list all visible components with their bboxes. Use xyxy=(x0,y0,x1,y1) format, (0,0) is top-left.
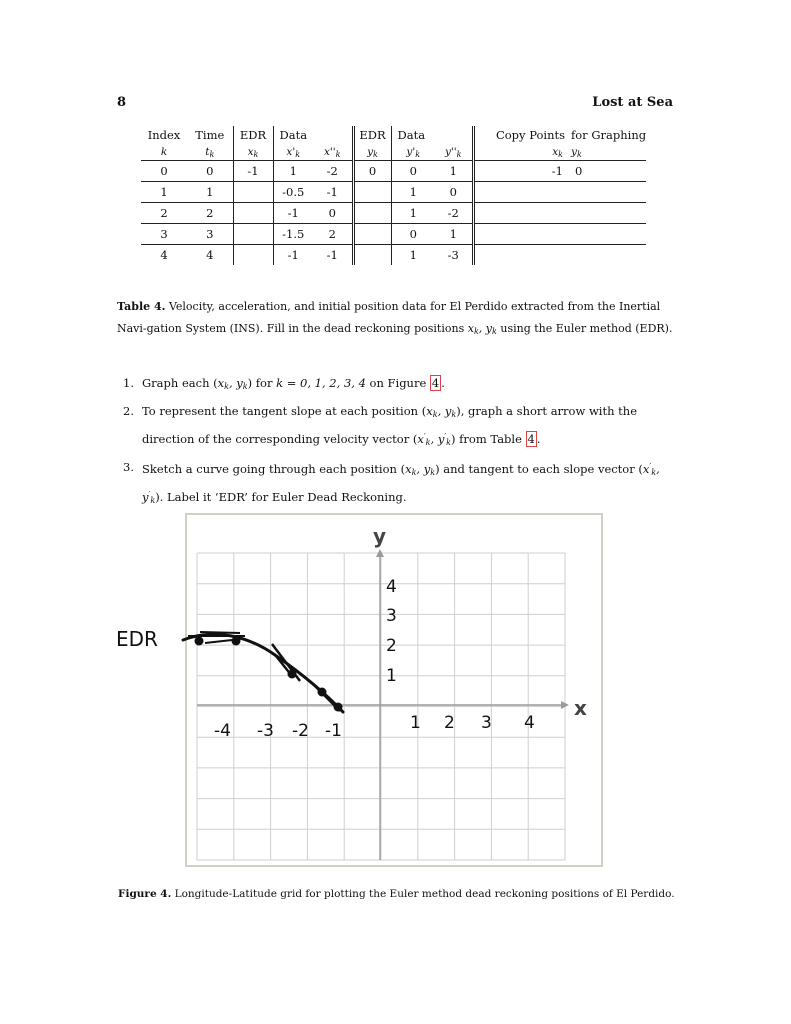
group-header-time: Time xyxy=(195,128,225,142)
cell-x-double-prime: 2 xyxy=(313,224,353,245)
cell-k: 4 xyxy=(160,248,168,262)
group-header-edr-x: EDR xyxy=(233,126,273,144)
edr-curve xyxy=(183,634,343,712)
group-header-data-y: Data xyxy=(391,126,473,144)
col-header-y-double-prime: $y''_k$ xyxy=(435,144,473,161)
cell-t: 2 xyxy=(187,203,233,224)
cell-y-prime: 1 xyxy=(391,182,435,203)
y-tick-label: 1 xyxy=(386,666,397,686)
edr-point xyxy=(195,637,204,646)
cell-t: 3 xyxy=(187,224,233,245)
x-tick-label: -1 xyxy=(325,721,342,741)
list-item: 1. Graph each ($x_k$, $y_k$) for k = 0, 1, 2, 3, 4 on Figure 4 . xyxy=(123,376,445,391)
figure-caption-text: Longitude-Latitude grid for plotting the Euler method dead reckoning positions of El Perdido. xyxy=(174,888,675,900)
figure-reference-link[interactable]: 4 xyxy=(431,376,440,390)
cell-x-prime: -1 xyxy=(273,245,313,266)
grid-lines xyxy=(197,553,602,860)
x-tick-label: 1 xyxy=(410,713,421,733)
list-item: 3. Sketch a curve going through each position ($x_k$, $y_k$) and tangent to each slope vector ($x'_k$, $y'_k$). Label it ‘EDR’ for Euler Dead Reckoning. xyxy=(123,460,660,505)
cell-y-double-prime: 0 xyxy=(435,182,473,203)
x-tick-label: -3 xyxy=(257,721,274,741)
cell-y-prime: 1 xyxy=(391,245,435,266)
cell-t: 1 xyxy=(187,182,233,203)
edr-point xyxy=(334,703,343,712)
col-header-x: $x_k$ xyxy=(233,144,273,161)
edr-point xyxy=(288,670,297,679)
table-reference-link[interactable]: 4 xyxy=(527,432,535,446)
col-header-y-prime: $y'_k$ xyxy=(391,144,435,161)
col-header-copy-y: $y_k$ xyxy=(571,144,646,161)
cell-k: 3 xyxy=(141,224,187,245)
group-header-for-graphing: for Graphing xyxy=(571,128,647,142)
col-header-x-prime: $x'_k$ xyxy=(273,144,313,161)
cell-y-double-prime: 1 xyxy=(435,161,473,182)
running-title: Lost at Sea xyxy=(592,95,673,110)
cell-x: -1 xyxy=(233,161,273,182)
cell-copy-x: -1 xyxy=(473,161,571,182)
cell-y-prime: 0 xyxy=(391,224,435,245)
page-number: 8 xyxy=(117,95,127,110)
col-header-t: $t_k$ xyxy=(187,144,233,161)
list-item: 2. To represent the tangent slope at each position ($x_k$, $y_k$), graph a short arrow with the direction of the corresponding velocity vector ($x'_k$, $y'_k$) from Table 4 . xyxy=(123,404,637,447)
y-tick-label: 2 xyxy=(386,636,397,656)
cell-copy-y: 0 xyxy=(571,161,646,182)
cell-y-double-prime: 1 xyxy=(435,224,473,245)
edr-point xyxy=(232,637,241,646)
cell-x-double-prime: -1 xyxy=(313,182,353,203)
cell-x-prime: 1 xyxy=(273,161,313,182)
col-header-x-double-prime: $x''_k$ xyxy=(313,144,353,161)
cell-x-prime: -0.5 xyxy=(273,182,313,203)
cell-x-prime: -1.5 xyxy=(273,224,313,245)
cell-k: 0 xyxy=(141,161,187,182)
cell-y-double-prime: -3 xyxy=(447,248,459,262)
cell-x-prime: -1 xyxy=(273,203,313,224)
x-tick-label: 4 xyxy=(524,713,535,733)
col-header-copy-x: $x_k$ xyxy=(473,144,571,161)
cell-y: 0 xyxy=(353,161,391,182)
figure-caption xyxy=(118,888,678,900)
x-tick-label: 3 xyxy=(481,713,492,733)
cell-x-double-prime: 0 xyxy=(313,203,353,224)
cell-k: 1 xyxy=(141,182,187,203)
x-tick-label: 2 xyxy=(444,713,455,733)
col-header-k: k xyxy=(141,144,187,161)
cell-t: 0 xyxy=(187,161,233,182)
x-tick-label: -2 xyxy=(292,721,309,741)
cell-x-double-prime: -1 xyxy=(326,248,338,262)
cell-y-prime: 0 xyxy=(391,161,435,182)
figure-caption-label: Figure 4. xyxy=(118,888,172,900)
group-header-copy-points: Copy Points xyxy=(473,126,571,144)
cell-x-double-prime: -2 xyxy=(313,161,353,182)
table-caption-label: Table 4. xyxy=(117,300,166,313)
y-tick-label: 3 xyxy=(386,606,397,626)
group-header-index: Index xyxy=(147,128,181,142)
y-axis-label: y xyxy=(373,524,387,548)
cell-y-prime: 1 xyxy=(391,203,435,224)
col-header-y: $y_k$ xyxy=(353,144,391,161)
cell-t: 4 xyxy=(206,248,214,262)
cell-k: 2 xyxy=(141,203,187,224)
table-caption-text-1: Velocity, acceleration, and initial position data for El Perdido extracted from the Inertial Navi-gation System (INS). Fill in the dead reckoning positions xyxy=(117,300,661,335)
table-caption-text-2: using the Euler method (EDR). xyxy=(496,322,673,335)
group-header-data-x: Data xyxy=(273,126,353,144)
group-header-edr-y: EDR xyxy=(353,126,391,144)
y-tick-label: 4 xyxy=(386,577,397,597)
edr-curve-label: EDR xyxy=(116,627,158,651)
x-tick-label: -4 xyxy=(214,721,231,741)
edr-point xyxy=(318,688,327,697)
cell-y-double-prime: -2 xyxy=(435,203,473,224)
table-caption: Table 4. Velocity, acceleration, and initial position data for El Perdido extracted from the Inertial Navi-gation System (INS). Fill in the dead reckoning positions $x_k$, $y_k$ using the Euler method (EDR). xyxy=(117,300,673,336)
x-axis-label: x xyxy=(574,696,587,720)
